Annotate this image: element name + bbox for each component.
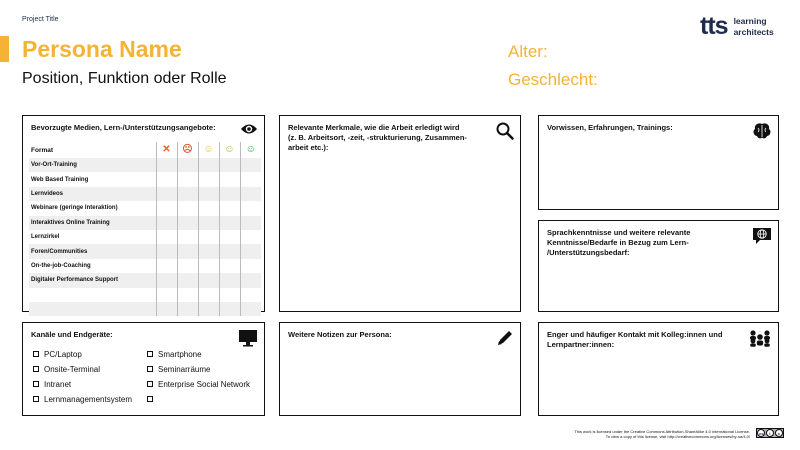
- rating-cell[interactable]: [240, 230, 261, 244]
- format-label: Foren/Communities: [29, 244, 156, 258]
- features-title-line3: arbeit etc.):: [288, 143, 329, 153]
- rating-cell[interactable]: [177, 288, 198, 302]
- magnifier-icon: [496, 122, 514, 145]
- contacts-title-line2: Lernpartner:innen:: [547, 340, 615, 350]
- language-box-title: [547, 228, 690, 258]
- channels-list: [33, 349, 263, 404]
- rating-cell[interactable]: [156, 244, 177, 258]
- language-box[interactable]: [538, 220, 779, 312]
- rating-cell[interactable]: [177, 230, 198, 244]
- rating-cell[interactable]: [219, 273, 240, 287]
- table-row: [29, 259, 261, 273]
- table-row: [29, 187, 261, 201]
- eye-icon: [240, 122, 258, 141]
- rating-cell[interactable]: [156, 273, 177, 287]
- table-row: [29, 288, 261, 302]
- rating-cell[interactable]: [156, 230, 177, 244]
- format-label: Webinare (geringe Interaktion): [31, 205, 118, 212]
- rating-cell[interactable]: [219, 216, 240, 230]
- rating-cell[interactable]: [240, 158, 261, 172]
- table-row: [29, 230, 261, 244]
- logo-line1: learning: [733, 16, 767, 27]
- rating-cell[interactable]: [219, 288, 240, 302]
- accent-bar: [0, 36, 9, 62]
- rating-cell[interactable]: [240, 273, 261, 287]
- format-label: Lernvideos: [29, 187, 156, 201]
- rating-cell[interactable]: [198, 273, 219, 287]
- table-row: [29, 172, 261, 186]
- features-box[interactable]: [279, 115, 521, 312]
- checkbox[interactable]: [33, 351, 39, 357]
- rating-cell[interactable]: [156, 172, 177, 186]
- media-box[interactable]: [22, 115, 265, 312]
- rating-cell[interactable]: [219, 201, 240, 215]
- table-row: [29, 201, 261, 215]
- rating-cell[interactable]: [156, 201, 177, 215]
- rating-cell[interactable]: [198, 302, 219, 316]
- format-label: [29, 302, 156, 316]
- checkbox-label: Onsite-Terminal: [44, 364, 101, 374]
- rating-cell[interactable]: [240, 172, 261, 186]
- license-text: [574, 429, 750, 439]
- channels-box[interactable]: [22, 322, 265, 416]
- logo-mark: tts: [700, 12, 728, 40]
- pencil-icon: [496, 329, 514, 352]
- rating-cell[interactable]: [240, 201, 261, 215]
- rating-cell[interactable]: [219, 172, 240, 186]
- cc-by-sa-badge-icon[interactable]: cc i ↄ: [756, 428, 784, 438]
- features-title-line1: Relevante Merkmale, wie die Arbeit erledigt wird: [288, 123, 460, 132]
- checkbox-label: Intranet: [44, 379, 72, 389]
- license-line2[interactable]: To view a copy of this license, visit http://creativecommons.org/licenses/by-sa/4.0/: [605, 434, 750, 440]
- rating-happy-icon[interactable]: ☺: [219, 142, 240, 158]
- language-title-line3: /Unterstützungsbedarf:: [547, 248, 630, 258]
- channels-box-title: Kanäle und Endgeräte:: [31, 330, 113, 339]
- list-item[interactable]: [147, 364, 263, 374]
- globe-chat-icon: [752, 227, 772, 250]
- format-header: Format: [31, 146, 54, 154]
- format-label: Interaktives Online Training: [29, 216, 156, 230]
- gender-label[interactable]: Geschlecht:: [508, 70, 598, 89]
- rating-very-unhappy-icon[interactable]: ☹: [177, 142, 198, 158]
- checkbox[interactable]: [147, 351, 153, 357]
- rating-cell[interactable]: [177, 244, 198, 258]
- format-label: [29, 288, 156, 302]
- rating-cell[interactable]: [156, 158, 177, 172]
- rating-cell[interactable]: [177, 216, 198, 230]
- rating-cell[interactable]: [198, 201, 219, 215]
- list-item[interactable]: [33, 379, 147, 389]
- checkbox[interactable]: [33, 396, 39, 402]
- format-label: Vor-Ort-Training: [29, 158, 156, 172]
- list-item[interactable]: [33, 364, 147, 374]
- rating-cell[interactable]: [198, 288, 219, 302]
- checkbox[interactable]: [147, 381, 153, 387]
- rating-cell[interactable]: [177, 201, 198, 215]
- format-label: Lernzirkel: [31, 234, 60, 241]
- checkbox-label: Enterprise Social Network: [158, 379, 251, 389]
- checkbox-label: Lernmanagementsystem: [44, 394, 133, 404]
- contacts-box[interactable]: [538, 322, 779, 416]
- rating-cell[interactable]: [177, 302, 198, 316]
- checkbox[interactable]: [147, 366, 153, 372]
- features-box-title: [288, 123, 467, 153]
- checkbox-label: Smartphone: [158, 349, 202, 359]
- rating-cell[interactable]: [219, 158, 240, 172]
- checkbox[interactable]: [33, 366, 39, 372]
- list-item[interactable]: [147, 379, 263, 389]
- rating-cell[interactable]: [198, 216, 219, 230]
- table-row: [29, 216, 261, 230]
- rating-cell[interactable]: [219, 244, 240, 258]
- features-title-line2: (z. B. Arbeitsort, -zeit, -strukturierung, Zusammen-: [288, 133, 467, 143]
- list-item[interactable]: [33, 394, 147, 404]
- rating-cell[interactable]: [240, 216, 261, 230]
- rating-cell[interactable]: [156, 288, 177, 302]
- checkbox[interactable]: [147, 396, 153, 402]
- rating-cell[interactable]: [219, 302, 240, 316]
- list-item[interactable]: [147, 349, 263, 359]
- rating-cell[interactable]: [240, 244, 261, 258]
- format-label: Web Based Training: [31, 176, 89, 183]
- rating-cross-icon[interactable]: ✕: [156, 142, 177, 158]
- rating-neutral-icon[interactable]: ☺: [198, 142, 219, 158]
- knowledge-box[interactable]: [538, 115, 779, 210]
- rating-cell[interactable]: [219, 187, 240, 201]
- rating-cell[interactable]: [156, 302, 177, 316]
- logo-text: [734, 16, 774, 36]
- rating-cell[interactable]: [198, 158, 219, 172]
- rating-cell[interactable]: [240, 259, 261, 273]
- rating-cell[interactable]: [198, 230, 219, 244]
- checkbox-label: PC/Laptop: [44, 349, 82, 359]
- logo-line2: architects: [733, 26, 774, 37]
- format-label: Digitaler Performance Support: [29, 273, 156, 287]
- rating-cell[interactable]: [219, 259, 240, 273]
- persona-subtitle[interactable]: Position, Funktion oder Rolle: [22, 70, 227, 87]
- license-line1: This work is licensed under the Creative Commons Attribution-ShareAlike 4.0 International License.: [574, 429, 750, 434]
- notes-box[interactable]: [279, 322, 521, 416]
- age-label[interactable]: Alter:: [508, 42, 548, 61]
- knowledge-box-title: Vorwissen, Erfahrungen, Trainings:: [547, 123, 673, 132]
- rating-cell[interactable]: [177, 273, 198, 287]
- language-title-line1: Sprachkenntnisse und weitere relevante: [547, 228, 691, 237]
- rating-very-happy-icon[interactable]: ☺: [240, 142, 261, 158]
- rating-cell[interactable]: [177, 259, 198, 273]
- table-row: [29, 158, 261, 172]
- table-row: [29, 244, 261, 258]
- rating-cell[interactable]: [219, 230, 240, 244]
- language-title-line2: Kenntnisse/Bedarfe in Bezug zum Lern-: [547, 238, 689, 248]
- list-item[interactable]: [33, 349, 147, 359]
- table-row: [29, 273, 261, 287]
- persona-name[interactable]: Persona Name: [22, 36, 182, 62]
- table-row: [29, 302, 261, 316]
- rating-cell[interactable]: [198, 172, 219, 186]
- rating-cell[interactable]: [198, 187, 219, 201]
- rating-cell[interactable]: [240, 302, 261, 316]
- rating-cell[interactable]: [156, 259, 177, 273]
- rating-cell[interactable]: [156, 216, 177, 230]
- contacts-title-line1: Enger und häufiger Kontakt mit Kolleg:innen und: [547, 330, 723, 339]
- logo: [700, 14, 774, 39]
- checkbox-label: Seminarräume: [158, 364, 211, 374]
- contacts-box-title: [547, 330, 722, 350]
- rating-cell[interactable]: [198, 259, 219, 273]
- project-title: Project Title: [22, 16, 59, 23]
- people-group-icon: [748, 329, 772, 352]
- media-table: [29, 142, 261, 316]
- notes-box-title: Weitere Notizen zur Persona:: [288, 330, 392, 339]
- rating-cell[interactable]: [240, 187, 261, 201]
- rating-cell[interactable]: [240, 288, 261, 302]
- list-item[interactable]: [147, 394, 263, 404]
- brain-icon: [752, 122, 772, 145]
- rating-cell[interactable]: [177, 158, 198, 172]
- checkbox[interactable]: [33, 381, 39, 387]
- rating-cell[interactable]: [177, 172, 198, 186]
- rating-cell[interactable]: [156, 187, 177, 201]
- format-label: On-the-job-Coaching: [31, 262, 91, 269]
- rating-cell[interactable]: [177, 187, 198, 201]
- rating-cell[interactable]: [198, 244, 219, 258]
- media-box-title: Bevorzugte Medien, Lern-/Unterstützungsangebote:: [31, 123, 216, 132]
